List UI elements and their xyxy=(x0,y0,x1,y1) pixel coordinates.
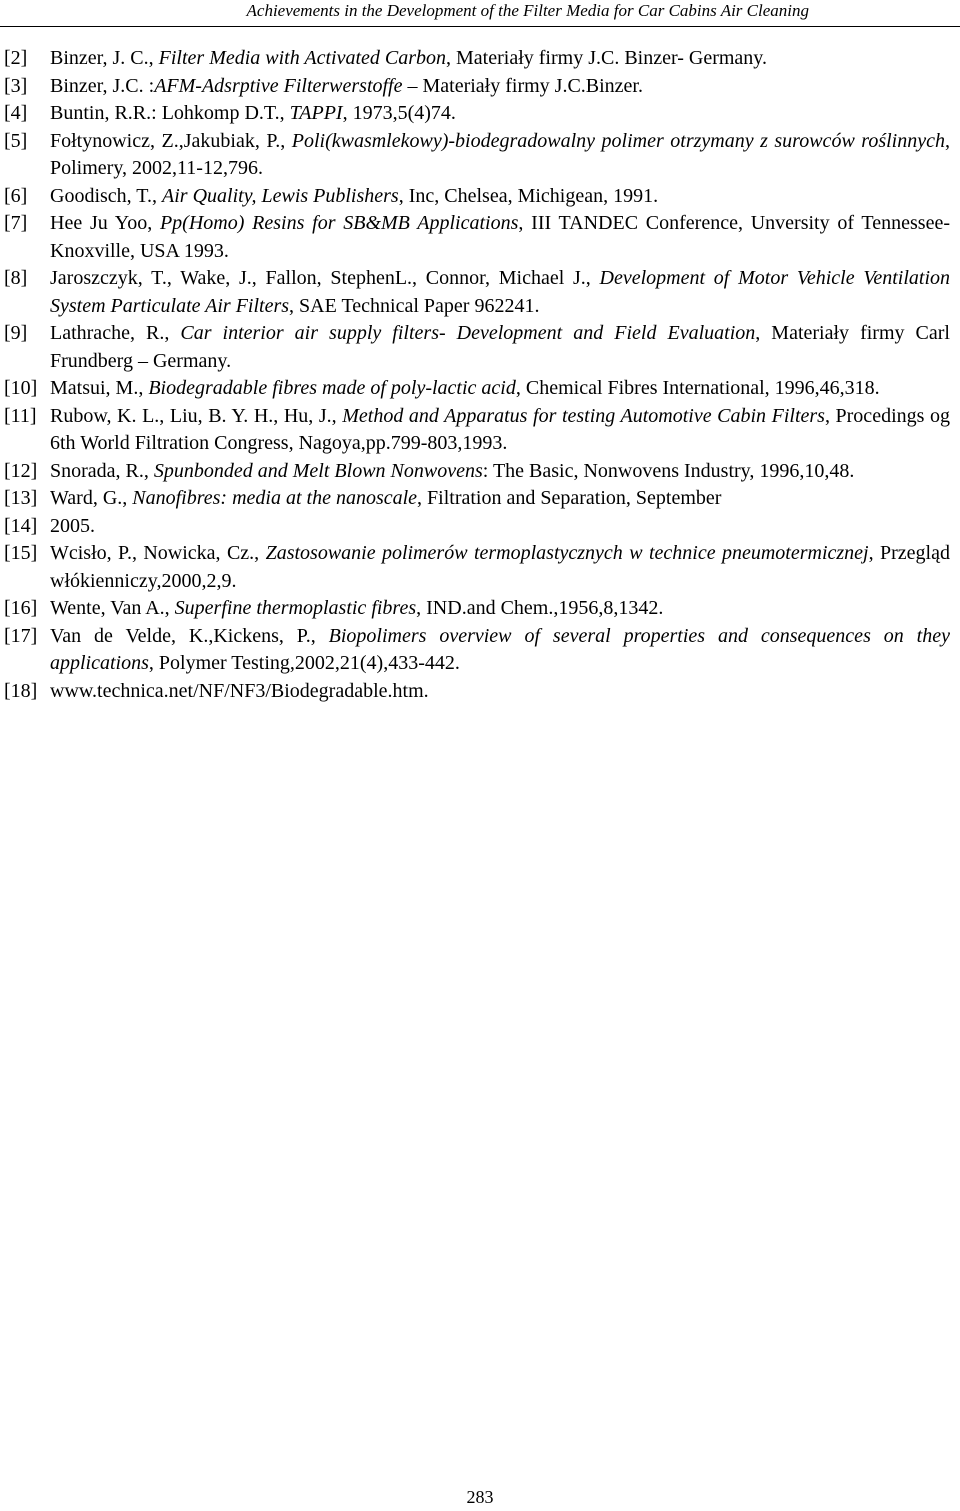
reference-title: Development of Motor Vehicle Ventilation System Particulate Air Filters xyxy=(50,267,950,317)
reference-number: [17] xyxy=(4,624,38,647)
reference-text xyxy=(50,595,950,623)
reference-title: Method and Apparatus for testing Automotive Cabin Filters xyxy=(342,404,825,427)
reference-segment: 2005. xyxy=(50,514,95,537)
reference-segment: , SAE Technical Paper 962241. xyxy=(289,294,540,317)
reference-segment: Jaroszczyk, T., Wake, J., Fallon, StephenL., Connor, Michael J., xyxy=(50,267,600,289)
reference-segment: Buntin, R.R.: Lohkomp D.T., xyxy=(50,102,290,124)
reference-text xyxy=(50,265,950,320)
reference-segment: Snorada, R., xyxy=(50,459,154,482)
reference-segment: , Materiały firmy J.C. Binzer- Germany. xyxy=(446,47,768,69)
reference-text xyxy=(50,623,950,678)
reference-number: [14] xyxy=(4,514,38,537)
reference-number: [16] xyxy=(4,597,38,619)
reference-title: Zastosowanie polimerów termoplastycznych w technice pneumotermicznej xyxy=(265,542,869,564)
reference-segment: www.technica.net/NF/NF3/Biodegradable.htm. xyxy=(50,679,429,702)
reference-text xyxy=(50,458,950,486)
reference-entry xyxy=(0,375,950,403)
reference-title: Poli(kwasmlekowy)-biodegradowalny polimer otrzymany z surowców roślinnych xyxy=(291,129,945,152)
reference-number: [11] xyxy=(4,404,37,427)
reference-segment: Binzer, J.C. : xyxy=(50,74,155,97)
reference-segment: Van de Velde, K.,Kickens, P., xyxy=(50,624,329,647)
reference-text xyxy=(50,403,950,458)
reference-segment: Wcisło, P., Nowicka, Cz., xyxy=(50,542,266,564)
reference-entry xyxy=(0,485,950,513)
reference-number: [10] xyxy=(4,377,38,399)
reference-list xyxy=(0,45,960,705)
reference-number: [9] xyxy=(4,322,28,344)
reference-segment: , Przegląd włókienniczy,2000,2,9. xyxy=(50,542,950,592)
reference-segment: , Procedings og 6th World Filtration Congress, Nagoya,pp.799-803,1993. xyxy=(50,404,950,454)
reference-number: [18] xyxy=(4,679,38,702)
reference-text xyxy=(50,678,950,706)
reference-segment: , Polimery, 2002,11-12,796. xyxy=(50,129,950,179)
reference-segment: Wente, Van A., xyxy=(50,597,175,619)
reference-segment: Hee Ju Yoo, xyxy=(50,212,160,234)
reference-number: [7] xyxy=(4,212,28,234)
reference-text xyxy=(50,485,950,513)
reference-segment: , Chemical Fibres International, 1996,46,318. xyxy=(515,377,880,399)
reference-title: Biodegradable fibres made of poly-lactic acid xyxy=(148,377,516,399)
reference-title: Biopolimers overview of several properties and consequences on they applications xyxy=(50,624,950,674)
reference-segment: Binzer, J. C., xyxy=(50,47,159,69)
reference-number: [15] xyxy=(4,542,38,564)
reference-segment: Goodisch, T., xyxy=(50,184,163,207)
reference-segment: Lathrache, R., xyxy=(50,322,181,344)
reference-text xyxy=(50,45,950,73)
reference-entry xyxy=(0,128,950,183)
reference-segment: , IND.and Chem.,1956,8,1342. xyxy=(416,597,664,619)
reference-entry xyxy=(0,73,950,101)
reference-segment: , III TANDEC Conference, Unversity of Tennessee-Knoxville, USA 1993. xyxy=(50,212,950,262)
reference-number: [8] xyxy=(4,267,28,289)
reference-entry xyxy=(0,623,950,678)
reference-segment: , 1973,5(4)74. xyxy=(342,102,456,124)
reference-segment: : The Basic, Nonwovens Industry, 1996,10,48. xyxy=(482,459,855,482)
page-number: 283 xyxy=(466,1487,494,1507)
reference-title: Nanofibres: media at the nanoscale xyxy=(132,487,418,509)
reference-segment: – Materiały firmy J.C.Binzer. xyxy=(402,74,643,97)
reference-text xyxy=(50,210,950,265)
running-header-text: Achievements in the Development of the Filter Media for Car Cabins Air Cleaning xyxy=(246,1,809,20)
reference-text xyxy=(50,513,950,541)
header-divider xyxy=(0,26,960,27)
reference-title: TAPPI xyxy=(289,102,343,124)
reference-text xyxy=(50,128,950,183)
reference-text xyxy=(50,375,950,403)
reference-segment: , Polymer Testing,2002,21(4),433-442. xyxy=(148,652,460,674)
reference-segment: , Inc, Chelsea, Michigean, 1991. xyxy=(398,184,659,207)
reference-text xyxy=(50,100,950,128)
reference-text xyxy=(50,540,950,595)
reference-entry xyxy=(0,210,950,265)
reference-entry xyxy=(0,540,950,595)
reference-title: AFM-Adsrptive Filterwerstoffe xyxy=(154,74,403,97)
reference-number: [5] xyxy=(4,129,28,152)
reference-title: Filter Media with Activated Carbon xyxy=(158,47,447,69)
reference-segment: Matsui, M., xyxy=(50,377,149,399)
reference-number: [6] xyxy=(4,184,28,207)
reference-entry xyxy=(0,678,950,706)
reference-entry xyxy=(0,595,950,623)
reference-title: Pp(Homo) Resins for SB&MB Applications xyxy=(159,212,519,234)
reference-number: [3] xyxy=(4,74,28,97)
reference-number: [2] xyxy=(4,47,28,69)
reference-entry xyxy=(0,403,950,458)
reference-text xyxy=(50,183,950,211)
reference-title: Spunbonded and Melt Blown Nonwovens xyxy=(153,459,483,482)
reference-title: Air Quality, Lewis Publishers xyxy=(162,184,399,207)
reference-text xyxy=(50,320,950,375)
reference-entry xyxy=(0,45,950,73)
reference-segment: Rubow, K. L., Liu, B. Y. H., Hu, J., xyxy=(50,404,343,427)
reference-number: [4] xyxy=(4,102,28,124)
reference-title: Superfine thermoplastic fibres xyxy=(174,597,417,619)
reference-segment: , Materiały firmy Carl Frundberg – Germany. xyxy=(50,322,950,372)
reference-text xyxy=(50,73,950,101)
reference-segment: Fołtynowicz, Z.,Jakubiak, P., xyxy=(50,129,292,152)
reference-title: Car interior air supply filters- Development and Field Evaluation xyxy=(180,322,756,344)
reference-entry xyxy=(0,320,950,375)
reference-segment: , Filtration and Separation, September xyxy=(417,487,722,509)
reference-entry xyxy=(0,265,950,320)
reference-segment: Ward, G., xyxy=(50,487,133,509)
reference-entry xyxy=(0,100,950,128)
reference-entry xyxy=(0,183,950,211)
reference-entry xyxy=(0,513,950,541)
reference-entry xyxy=(0,458,950,486)
reference-number: [13] xyxy=(4,487,38,509)
reference-number: [12] xyxy=(4,459,38,482)
